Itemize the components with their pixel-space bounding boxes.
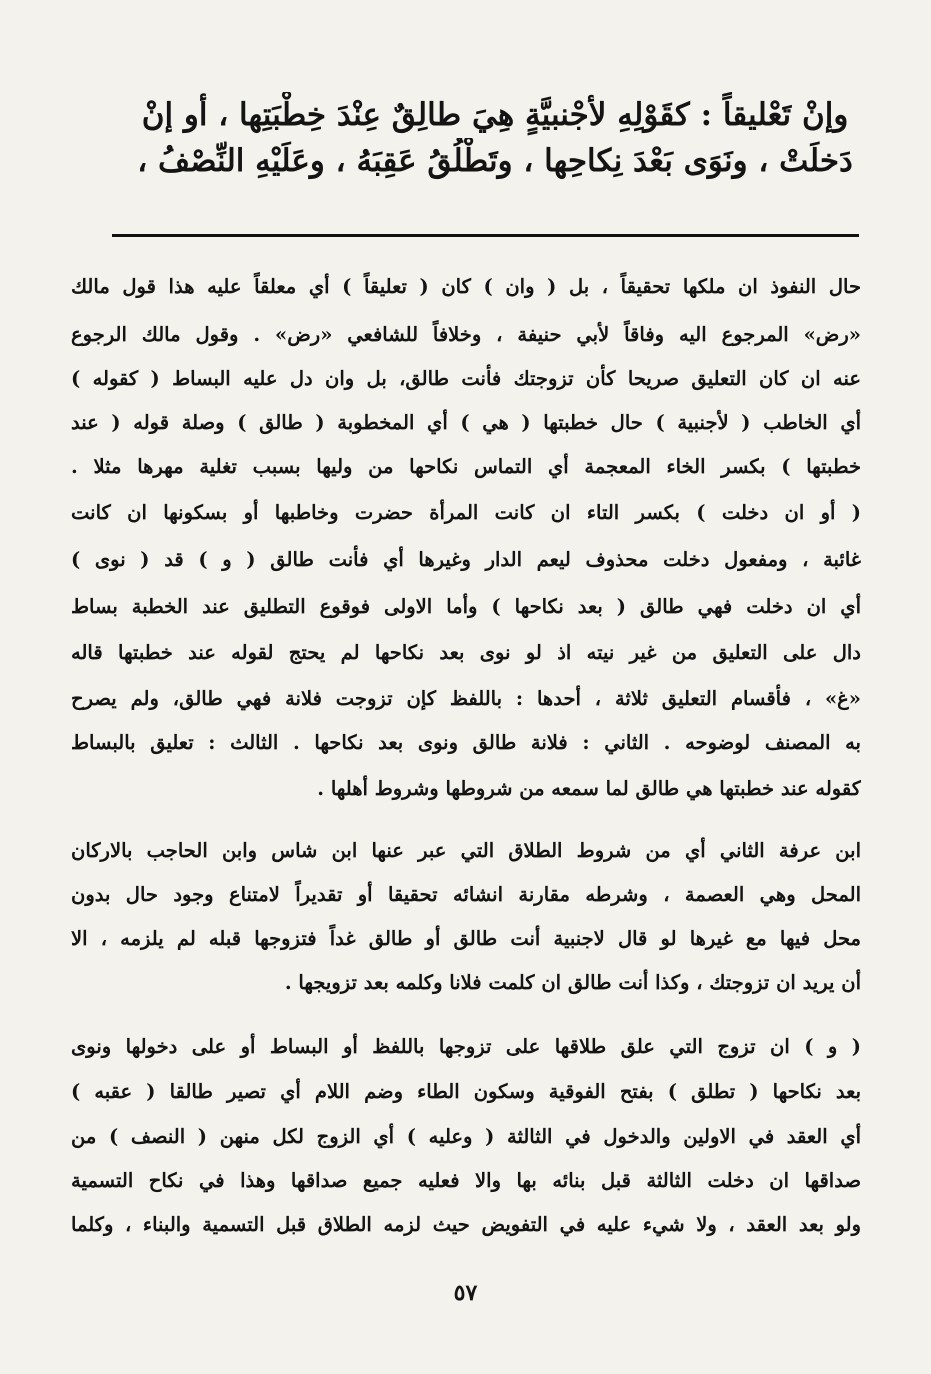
- commentary-line: محل فيها مع غيرها لو قال لاجنبية أنت طالق أو طالق غداً فتزوجها قبله لم يلزمه ، الا: [71, 927, 861, 950]
- separator-rule: [112, 234, 859, 237]
- page-number: ٥٧: [453, 1280, 478, 1306]
- commentary-line: «رض» المرجوع اليه وفاقاً لأبي حنيفة ، وخلافاً للشافعي «رض» . وقول مالك الرجوع: [71, 323, 861, 346]
- commentary-line: المحل وهي العصمة ، وشرطه مقارنة انشائه تحقيقا أو تقديراً لامتناع وجود حال بدون: [71, 883, 861, 906]
- commentary-line: به المصنف لوضوحه . الثاني : فلانة طالق ونوى بعد نكاحها . الثالث : تعليق بالبساط: [71, 731, 861, 754]
- matn-line: وإنْ تَعْليقاً : كقَوْلِهِ لأجْنبيَّةٍ هِيَ طالِقٌ عِنْدَ خِطْبَتِها ، أو إنْ: [141, 97, 849, 133]
- commentary-line: بعد نكاحها ( تطلق ) بفتح الفوقية وسكون الطاء وضم اللام أي تصير طالقا ( عقبه ): [71, 1080, 861, 1103]
- commentary-line: ولو بعد العقد ، ولا شيء عليه في التفويض حيث لزمه الطلاق قبل التسمية والبناء ، وكلما: [71, 1213, 861, 1236]
- commentary-line: أن يريد ان تزوجتك ، وكذا أنت طالق ان كلمت فلانا وكلمه بعد تزويجها .: [284, 971, 861, 994]
- commentary-line: كقوله عند خطبتها هي طالق لما سمعه من شروطها وشروط أهلها .: [317, 777, 861, 800]
- matn-block: [110, 92, 880, 184]
- commentary-line: ابن عرفة الثاني أي من شروط الطلاق التي عبر عنها ابن شاس وابن الحاجب بالاركان: [71, 839, 861, 862]
- commentary-line: حال النفوذ ان ملكها تحقيقاً ، بل ( وان ) كان ( تعليقاً ) أي معلقاً عليه هذا قول مالك: [71, 275, 861, 298]
- commentary-line: أي العقد في الاولين والدخول في الثالثة ( وعليه ) أي الزوج لكل منهن ( النصف ) من: [71, 1125, 861, 1148]
- commentary-line: ( و ) ان تزوج التي علق طلاقها على تزوجها باللفظ أو البساط أو على دخولها ونوى: [71, 1035, 861, 1058]
- commentary-line: ( أو ان دخلت ) بكسر التاء ان كانت المرأة حضرت وخاطبها أو بسكونها ان كانت: [71, 501, 861, 524]
- commentary-line: أي ان دخلت فهي طالق ( بعد نكاحها ) وأما الاولى فوقوع التطليق عند الخطبة بساط: [71, 595, 861, 618]
- commentary-line: «غ» ، فأقسام التعليق ثلاثة ، أحدها : باللفظ كإن تزوجت فلانة فهي طالق، ولم يصرح: [71, 687, 861, 710]
- matn-line: دَخلَتْ ، ونَوَى بَعْدَ نِكاحِها ، وتَطْلُقُ عَقِبَهُ ، وعَلَيْهِ النِّصْفُ ،: [137, 143, 853, 179]
- commentary-line: دال على التعليق من غير نيته اذ لو نوى بعد نكاحها لم يحتج لقوله عند خطبتها قاله: [71, 641, 861, 664]
- commentary-line: خطبتها ) بكسر الخاء المعجمة أي التماس نكاحها من وليها بسبب تغلية مهرها مثلا .: [71, 455, 861, 478]
- commentary-line: أي الخاطب ( لأجنبية ) حال خطبتها ( هي ) أي المخطوبة ( طالق ) وصلة قوله ( عند: [71, 411, 861, 434]
- commentary-line: صداقها ان دخلت الثالثة قبل بنائه بها والا فعليه جميع صداقها وهذا في نكاح التسمية: [71, 1169, 861, 1192]
- commentary-line: عنه ان كان التعليق صريحا كأن تزوجتك فأنت طالق، بل وان دل عليه البساط ( كقوله ): [71, 367, 861, 390]
- commentary-line: غائبة ، ومفعول دخلت محذوف ليعم الدار وغيرها أي فأنت طالق ( و ) قد ( نوى ): [71, 548, 861, 571]
